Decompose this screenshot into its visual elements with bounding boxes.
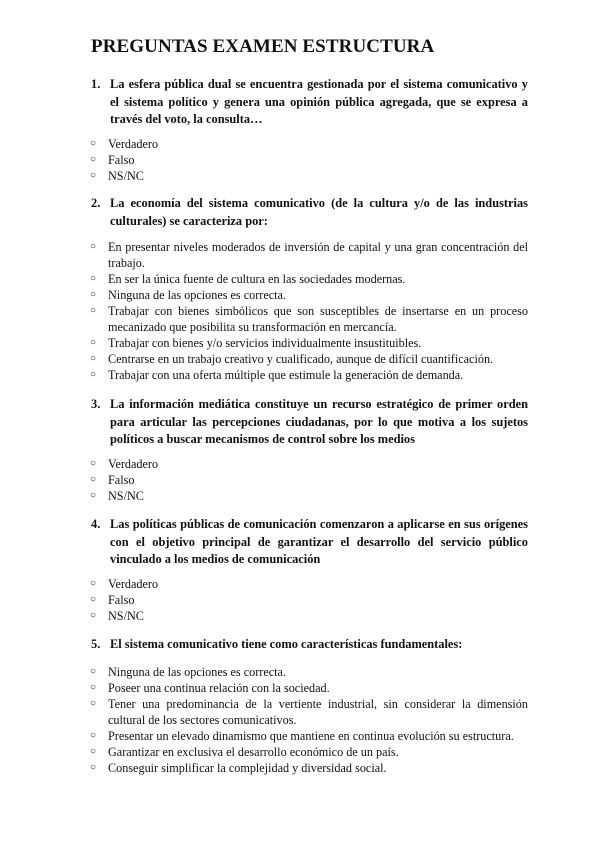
circle-bullet-icon: ○ <box>90 170 97 181</box>
circle-bullet-icon: ○ <box>90 578 97 589</box>
circle-bullet-icon: ○ <box>90 241 97 252</box>
option-item <box>91 576 528 592</box>
question-1 <box>91 76 528 129</box>
circle-bullet-icon: ○ <box>90 273 97 284</box>
option-text: En presentar niveles moderados de inversión de capital y una gran concentración del trabajo. <box>108 240 528 270</box>
option-item <box>91 271 528 287</box>
option-item <box>91 351 528 367</box>
option-text: Conseguir simplificar la complejidad y diversidad social. <box>108 761 387 775</box>
question-text: El sistema comunicativo tiene como características fundamentales: <box>110 637 463 651</box>
option-text: NS/NC <box>108 609 144 623</box>
circle-bullet-icon: ○ <box>90 762 97 773</box>
option-text: En ser la única fuente de cultura en las sociedades modernas. <box>108 272 406 286</box>
option-item <box>91 488 528 504</box>
option-text: Trabajar con bienes y/o servicios individualmente insustituibles. <box>108 336 422 350</box>
option-text: Falso <box>108 473 135 487</box>
circle-bullet-icon: ○ <box>90 746 97 757</box>
option-text: Garantizar en exclusiva el desarrollo económico de un país. <box>108 745 399 759</box>
option-text: Trabajar con bienes simbólicos que son susceptibles de insertarse en un proceso mecanizado que posibilita su transformación en mercancía. <box>108 304 528 334</box>
circle-bullet-icon: ○ <box>90 305 97 316</box>
circle-bullet-icon: ○ <box>90 594 97 605</box>
options-list-5 <box>91 664 528 776</box>
option-text: Falso <box>108 593 135 607</box>
question-number: 2. <box>91 196 101 210</box>
option-text: Verdadero <box>108 137 159 151</box>
circle-bullet-icon: ○ <box>90 289 97 300</box>
option-item <box>91 303 528 335</box>
option-item <box>91 335 528 351</box>
circle-bullet-icon: ○ <box>90 154 97 165</box>
option-item <box>91 592 528 608</box>
question-2 <box>91 195 528 230</box>
question-5 <box>91 636 528 654</box>
option-text: Presentar un elevado dinamismo que mantiene en continua evolución su estructura. <box>108 729 514 743</box>
question-number: 4. <box>91 517 101 531</box>
option-text: Trabajar con una oferta múltiple que estimule la generación de demanda. <box>108 368 464 382</box>
question-text: La esfera pública dual se encuentra gestionada por el sistema comunicativo y el sistema político y genera una opinión pública agregada, que se expresa a través del voto, la consulta… <box>110 77 528 126</box>
circle-bullet-icon: ○ <box>90 369 97 380</box>
option-item <box>91 760 528 776</box>
question-4 <box>91 516 528 569</box>
option-text: Poseer una continua relación con la sociedad. <box>108 681 330 695</box>
option-item <box>91 472 528 488</box>
circle-bullet-icon: ○ <box>90 666 97 677</box>
page-title: PREGUNTAS EXAMEN ESTRUCTURA <box>91 36 435 57</box>
option-text: Verdadero <box>108 457 159 471</box>
option-item <box>91 168 528 184</box>
option-text: Centrarse en un trabajo creativo y cualificado, aunque de difícil cuantificación. <box>108 352 494 366</box>
option-item <box>91 744 528 760</box>
option-item <box>91 728 528 744</box>
options-list-2 <box>91 239 528 383</box>
option-item <box>91 680 528 696</box>
question-number: 1. <box>91 77 101 91</box>
option-item <box>91 664 528 680</box>
options-list-4 <box>91 576 528 624</box>
circle-bullet-icon: ○ <box>90 474 97 485</box>
option-text: Ninguna de las opciones es correcta. <box>108 288 287 302</box>
question-text: La información mediática constituye un recurso estratégico de primer orden para articular las percepciones ciudadanas, por lo que motiva a los sujetos políticos a buscar mecanismos de control sobre los medios <box>110 397 528 446</box>
option-item <box>91 239 528 271</box>
circle-bullet-icon: ○ <box>90 698 97 709</box>
option-text: Ninguna de las opciones es correcta. <box>108 665 287 679</box>
option-item <box>91 152 528 168</box>
question-number: 3. <box>91 397 101 411</box>
circle-bullet-icon: ○ <box>90 458 97 469</box>
question-number: 5. <box>91 637 101 651</box>
circle-bullet-icon: ○ <box>90 337 97 348</box>
option-text: Verdadero <box>108 577 159 591</box>
option-text: Falso <box>108 153 135 167</box>
options-list-3 <box>91 456 528 504</box>
circle-bullet-icon: ○ <box>90 138 97 149</box>
question-text: Las políticas públicas de comunicación comenzaron a aplicarse en sus orígenes con el objetivo principal de garantizar el desarrollo del servicio público vinculado a los medios de comunicación <box>110 517 528 566</box>
option-text: NS/NC <box>108 489 144 503</box>
option-item <box>91 287 528 303</box>
circle-bullet-icon: ○ <box>90 610 97 621</box>
option-item <box>91 696 528 728</box>
options-list-1 <box>91 136 528 184</box>
option-item <box>91 608 528 624</box>
option-item <box>91 456 528 472</box>
question-3 <box>91 396 528 449</box>
circle-bullet-icon: ○ <box>90 490 97 501</box>
option-item <box>91 136 528 152</box>
circle-bullet-icon: ○ <box>90 682 97 693</box>
question-text: La economía del sistema comunicativo (de la cultura y/o de las industrias culturales) se caracteriza por: <box>110 196 528 228</box>
circle-bullet-icon: ○ <box>90 353 97 364</box>
option-item <box>91 367 528 383</box>
circle-bullet-icon: ○ <box>90 730 97 741</box>
option-text: NS/NC <box>108 169 144 183</box>
option-text: Tener una predominancia de la vertiente industrial, sin considerar la dimensión cultural de los sectores comunicativos. <box>108 697 528 727</box>
